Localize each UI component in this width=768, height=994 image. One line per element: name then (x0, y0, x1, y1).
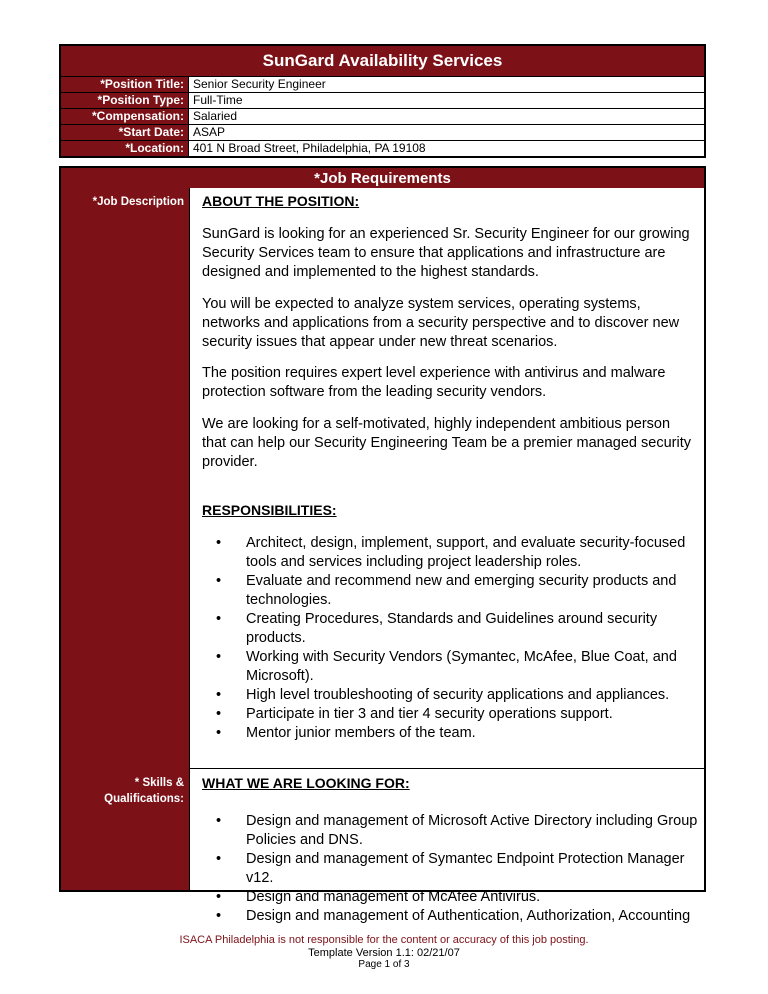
list-item: • Architect, design, implement, support, and evaluate security-focused tools and services including project leadership roles. (202, 534, 702, 572)
info-label: *Location: (61, 141, 189, 156)
list-item: • Participate in tier 3 and tier 4 security operations support. (202, 705, 702, 724)
page-footer (0, 934, 768, 971)
info-value: 401 N Broad Street, Philadelphia, PA 19108 (193, 141, 426, 155)
list-item: • Design and management of Microsoft Active Directory including Group Policies and DNS. (202, 812, 702, 850)
info-row-position-type (61, 93, 704, 109)
page-number: Page 1 of 3 (358, 959, 410, 970)
list-item: • Design and management of Symantec Endpoint Protection Manager v12. (202, 850, 702, 888)
list-item: • High level troubleshooting of security applications and appliances. (202, 686, 702, 705)
company-title: SunGard Availability Services (61, 46, 704, 77)
info-label: *Position Type: (61, 93, 189, 108)
about-paragraph: The position requires expert level experience with antivirus and malware protection software from the leading security vendors. (202, 365, 666, 400)
info-row-position-title (61, 77, 704, 93)
position-info-table (59, 44, 706, 158)
about-paragraph: You will be expected to analyze system services, operating systems, networks and applications from a security perspective and to discover new security issues that appear under new threat scenarios. (202, 296, 680, 350)
list-item: • Mentor junior members of the team. (202, 724, 702, 743)
looking-for-heading: WHAT WE ARE LOOKING FOR: (202, 775, 410, 791)
template-version: Template Version 1.1: 02/21/07 (308, 947, 460, 959)
info-label: *Position Title: (61, 77, 189, 92)
list-item: • Design and management of Authentication, Authorization, Accounting (202, 907, 702, 926)
info-value: ASAP (193, 125, 226, 139)
skills-label-line1: * Skills & (134, 777, 184, 789)
row-divider (190, 768, 704, 769)
responsibilities-list (202, 534, 702, 743)
about-paragraph: SunGard is looking for an experienced Sr. Security Engineer for our growing Security Services team to ensure that applications and infrastructure are designed and implemented to the highest standards. (202, 226, 690, 280)
info-row-compensation (61, 109, 704, 125)
info-row-location (61, 141, 704, 156)
skills-label-line2: Qualifications: (104, 793, 184, 805)
job-description-label: *Job Description (92, 196, 184, 208)
info-label: *Start Date: (61, 125, 189, 140)
info-value: Salaried (193, 109, 238, 123)
label-column (61, 188, 190, 890)
list-item: • Design and management of McAfee Antivirus. (202, 888, 702, 907)
info-row-start-date (61, 125, 704, 141)
job-requirements-table (59, 166, 706, 924)
list-item: • Creating Procedures, Standards and Guidelines around security products. (202, 610, 702, 648)
info-value: Full-Time (193, 93, 243, 107)
info-value: Senior Security Engineer (193, 77, 326, 91)
info-label: *Compensation: (61, 109, 189, 124)
disclaimer: ISACA Philadelphia is not responsible for the content or accuracy of this job posting. (179, 934, 589, 946)
list-item: • Evaluate and recommend new and emerging security products and technologies. (202, 572, 702, 610)
about-paragraph: We are looking for a self-motivated, highly independent ambitious person that can help our Security Engineering Team be a premier managed security provider. (202, 416, 691, 470)
looking-for-list (202, 812, 702, 926)
responsibilities-heading: RESPONSIBILITIES: (202, 502, 337, 518)
about-heading: ABOUT THE POSITION: (202, 193, 360, 209)
job-requirements-title: *Job Requirements (61, 168, 704, 188)
list-item: • Working with Security Vendors (Symantec, McAfee, Blue Coat, and Microsoft). (202, 648, 702, 686)
content-column (190, 188, 704, 924)
skills-label (104, 775, 184, 807)
